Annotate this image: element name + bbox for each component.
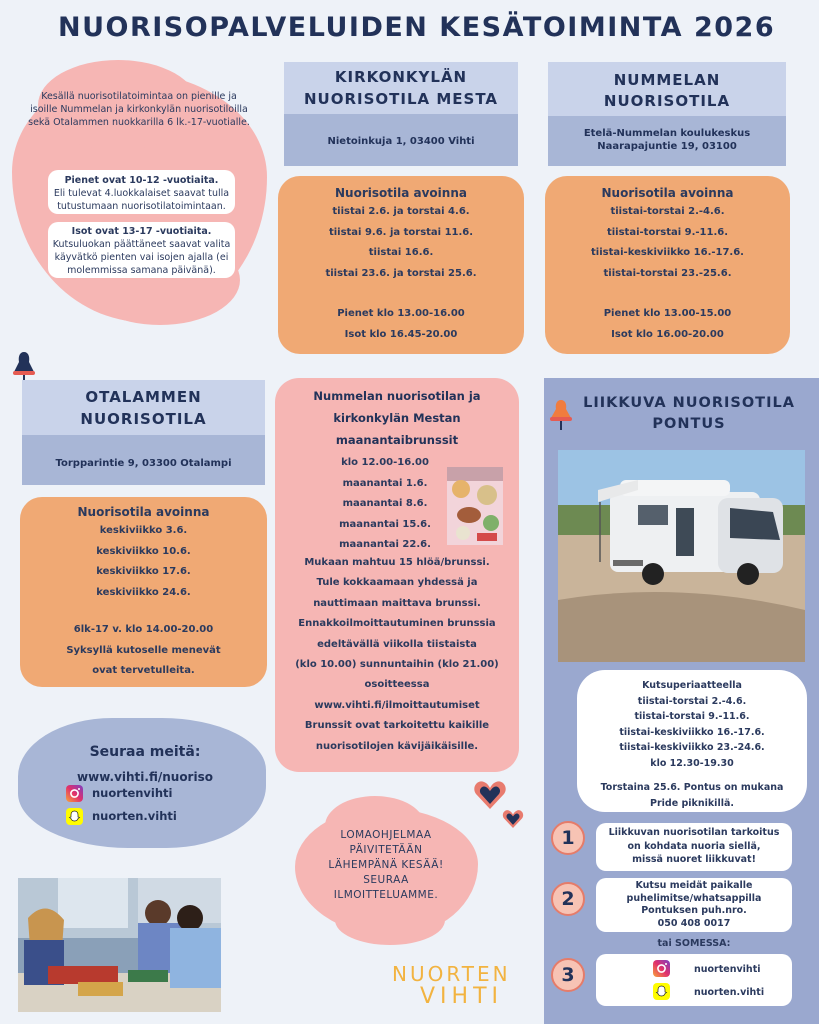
pontus-pride-2: Pride piknikillä. (650, 797, 734, 809)
nummela-date: tiistai-torstai 23.-25.6. (603, 267, 732, 279)
pontus-title-1: LIIKKUVA NUORISOTILA (583, 395, 795, 411)
step-2-text: puhelimitse/whatsappilla (626, 892, 762, 904)
step-2-text: Kutsu meidät paikalle (635, 880, 753, 891)
pontus-schedule-line: klo 12.30-19.30 (650, 757, 734, 769)
step-2-badge: 2 (551, 882, 585, 916)
nummela-address-1: Etelä-Nummelan koulukeskus (583, 128, 751, 139)
step-1-text: Liikkuvan nuorisotilan tarkoitus (608, 827, 780, 838)
pontus-step-1 (596, 823, 792, 871)
lomaohjelma-line: LÄHEMPÄNÄ KESÄÄ! (328, 859, 444, 871)
intro-big-title: Isot ovat 13-17 -vuotiaita. (71, 226, 212, 237)
otalampi-note-2: ovat tervetulleita. (92, 665, 195, 676)
page-title: NUORISOPALVELUIDEN KESÄTOIMINTA 2026 (58, 12, 776, 43)
brunssi-body: Ennakkoilmoittautuminen brunssia (298, 618, 496, 630)
step-2-text: Pontuksen puh.nro. (641, 905, 747, 916)
pontus-schedule-line: tiistai-keskiviikko 16.-17.6. (619, 726, 765, 738)
camper-photo (558, 450, 805, 662)
pontus-somessa: tai SOMESSA: (657, 938, 731, 949)
step-1-badge: 1 (551, 821, 585, 855)
intro-big-box (48, 222, 235, 278)
nummela-open-title: Nuorisotila avoinna (601, 186, 734, 200)
heart-icon (502, 808, 524, 830)
brunssi-date: maanantai 8.6. (342, 498, 428, 509)
brunssi-title-1: Nummelan nuorisotilan ja (313, 389, 481, 403)
pontus-step-2 (596, 878, 792, 932)
brunssi-body: Mukaan mahtuu 15 hlöä/brunssi. (304, 557, 490, 568)
otalampi-date: keskiviikko 24.6. (96, 586, 191, 598)
step-1-text: missä nuoret liikkuvat! (632, 854, 756, 865)
otalampi-address: Torpparintie 9, 03300 Otalampi (55, 458, 232, 469)
lomaohjelma-line: SEURAA (363, 874, 409, 886)
otalampi-date: keskiviikko 17.6. (96, 566, 191, 577)
instagram-icon (66, 785, 83, 802)
brunssi-date: maanantai 1.6. (342, 477, 428, 489)
intro-small-title: Pienet ovat 10-12 -vuotiaita. (64, 175, 219, 186)
brunssi-body: nauttimaan maittava brunssi. (313, 597, 481, 609)
kirkonkyla-small-time: Pienet klo 13.00-16.00 (337, 308, 465, 319)
brunssi-body: Tule kokkaamaan yhdessä ja (316, 577, 478, 589)
nummela-name-2: NUORISOTILA (603, 92, 731, 110)
social-instagram[interactable]: nuortenvihti (92, 786, 173, 800)
otalampi-date: keskiviikko 3.6. (99, 525, 188, 536)
nummela-date: tiistai-torstai 2.-4.6. (610, 206, 725, 217)
otalampi-note-1: Syksyllä kutoselle menevät (66, 644, 221, 656)
brunssi-title-2: kirkonkylän Mestan (333, 411, 461, 425)
kirkonkyla-date: tiistai 2.6. ja torstai 4.6. (332, 206, 470, 217)
pontus-snapchat[interactable]: nuorten.vihti (694, 987, 765, 998)
kirkonkyla-date: tiistai 16.6. (368, 247, 434, 258)
kirkonkyla-hours (278, 176, 524, 354)
nummela-big-time: Isot klo 16.00-20.00 (611, 328, 724, 340)
social-snapchat[interactable]: nuorten.vihti (92, 809, 177, 823)
kirkonkyla-big-time: Isot klo 16.45-20.00 (344, 328, 458, 340)
otalampi-time: 6lk-17 v. klo 14.00-20.00 (73, 624, 214, 635)
otalampi-date: keskiviikko 10.6. (96, 545, 191, 557)
youth-photo (18, 878, 221, 1012)
kirkonkyla-name-1: KIRKONKYLÄN (334, 68, 468, 86)
nummela-small-time: Pienet klo 13.00-15.00 (603, 308, 732, 319)
otalampi-open-title: Nuorisotila avoinna (77, 505, 210, 519)
pontus-pride-1: Torstaina 25.6. Pontus on mukana (600, 782, 784, 793)
otalampi-name-2: NUORISOTILA (80, 410, 207, 428)
otalampi-name-1: OTALAMMEN (85, 388, 202, 406)
pontus-schedule (577, 670, 807, 812)
instagram-icon (653, 960, 670, 977)
pin-icon (548, 398, 574, 432)
lomaohjelma-line: ILMOITTELUAMME. (333, 889, 439, 901)
brunssi-body: nuorisotilojen kävijäikäisille. (315, 740, 479, 752)
brunssi-link[interactable]: www.vihti.fi/ilmoittautumiset (314, 699, 480, 711)
pontus-schedule-line: tiistai-torstai 2.-4.6. (637, 695, 747, 707)
nummela-address-2: Naarapajuntie 19, 03100 (597, 141, 737, 152)
kirkonkyla-date: tiistai 9.6. ja torstai 11.6. (328, 226, 474, 238)
lomaohjelma-line: PÄIVITETÄÄN (349, 844, 423, 856)
brunssi-body: Brunssit ovat tarkoitettu kaikille (304, 720, 490, 732)
pontus-schedule-line: Kutsuperiaatteella (642, 680, 742, 691)
social-url[interactable]: www.vihti.fi/nuoriso (77, 770, 213, 784)
otalampi-hours (20, 497, 267, 687)
intro-big-text: Kutsuluokan päättäneet saavat valita käyvätkö pienten vai isojen ajalla (ei molemmissa samana päivänä). (52, 239, 231, 276)
brunch-photo (447, 467, 503, 545)
snapchat-icon (66, 808, 83, 825)
pontus-title-2: PONTUS (652, 416, 726, 432)
pontus-schedule-line: tiistai-keskiviikko 23.-24.6. (619, 742, 765, 753)
social-title: Seuraa meitä: (89, 744, 201, 760)
nummela-date: tiistai-torstai 9.-11.6. (606, 226, 729, 238)
logo-line-2: VIHTI (420, 984, 504, 1009)
brunssi-body: osoitteessa (364, 679, 430, 691)
pontus-instagram[interactable]: nuortenvihti (694, 964, 761, 975)
brunssi-body: (klo 10.00) sunnuntaihin (klo 21.00) (295, 659, 499, 671)
heart-icon (473, 779, 507, 811)
logo-line-1: NUORTEN (392, 962, 511, 986)
pontus-schedule-line: tiistai-torstai 9.-11.6. (634, 711, 750, 722)
snapchat-icon (653, 983, 670, 1000)
intro-text: Kesällä nuorisotilatoimintaa on pienille ja isoille Nummelan ja kirkonkylän nuorisotiloilla sekä Otalammen nuokkarilla 6 lk.-17-vuotialle. (28, 91, 250, 128)
brunssi-title-3: maanantaibrunssit (335, 433, 459, 447)
pontus-phone[interactable]: 050 408 0017 (657, 917, 731, 929)
kirkonkyla-open-title: Nuorisotila avoinna (335, 186, 467, 200)
nummela-hours (545, 176, 790, 354)
lomaohjelma-line: LOMAOHJELMAA (340, 829, 432, 841)
kirkonkyla-address: Nietoinkuja 1, 03400 Vihti (327, 136, 475, 147)
nummela-name-1: NUMMELAN (613, 71, 721, 89)
kirkonkyla-name-2: NUORISOTILA MESTA (303, 90, 499, 108)
brunssi-body: edeltävällä viikolla tiistaista (317, 638, 477, 650)
brunssi-date: maanantai 15.6. (339, 518, 431, 530)
nuorten-vihti-logo (392, 963, 522, 1009)
kirkonkyla-date: tiistai 23.6. ja torstai 25.6. (325, 267, 477, 279)
nummela-date: tiistai-keskiviikko 16.-17.6. (591, 247, 744, 258)
step-1-text: on kohdata nuoria siellä, (627, 840, 761, 852)
intro-small-text: Eli tulevat 4.luokkalaiset saavat tulla tutustumaan nuorisotilatoimintaan. (53, 188, 230, 212)
step-3-badge: 3 (551, 958, 585, 992)
brunssi-date: maanantai 22.6. (339, 539, 431, 550)
intro-small-box (48, 170, 235, 214)
brunssi-time: klo 12.00-16.00 (341, 457, 429, 468)
